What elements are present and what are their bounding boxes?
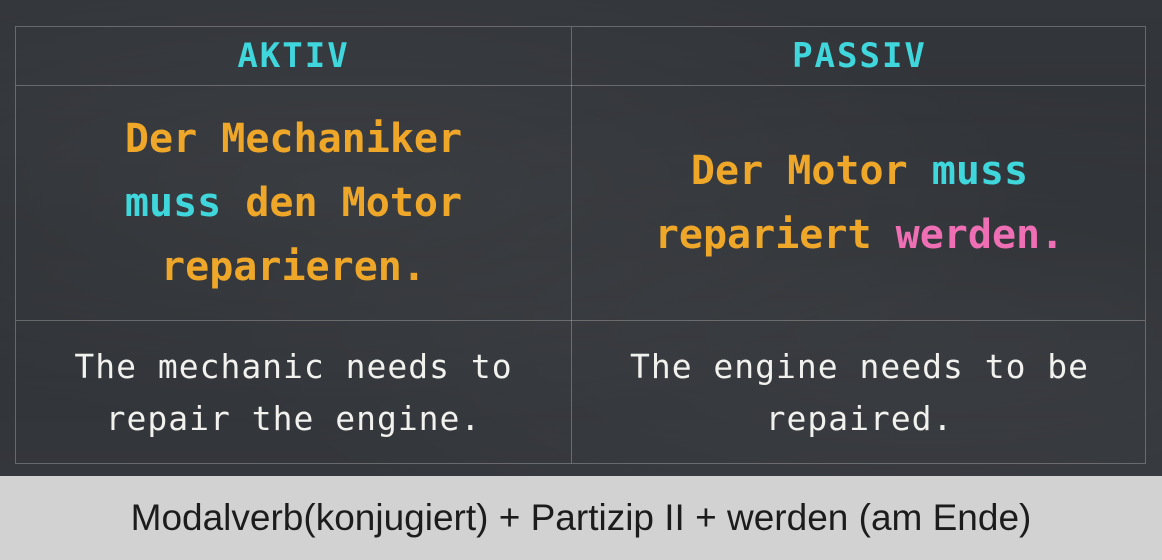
aktiv-german-sentence bbox=[16, 86, 571, 320]
header-aktiv: AKTIV bbox=[237, 36, 350, 76]
header-passiv: PASSIV bbox=[792, 36, 927, 76]
aktiv-line-2-rest: den Motor bbox=[221, 180, 463, 226]
passiv-english-translation bbox=[572, 321, 1147, 465]
passiv-line-1 bbox=[655, 139, 1064, 203]
aktiv-english-line-2: repair the engine. bbox=[105, 399, 482, 438]
formula-caption-bar bbox=[0, 476, 1162, 560]
aktiv-line-3: reparieren. bbox=[161, 244, 426, 290]
passiv-line-2 bbox=[655, 203, 1064, 267]
formula-caption: Modalverb(konjugiert) + Partizip II + werden (am Ende) bbox=[130, 497, 1032, 538]
passiv-line-1-start: Der Motor bbox=[690, 148, 932, 194]
aktiv-english-translation bbox=[16, 321, 571, 465]
passiv-werden: werden. bbox=[895, 212, 1065, 258]
comparison-table bbox=[15, 26, 1146, 464]
aktiv-line-2 bbox=[125, 171, 462, 235]
passiv-english-line-1: The engine needs to be bbox=[629, 347, 1090, 386]
passiv-english-line-2: repaired. bbox=[765, 399, 954, 438]
passiv-line-2-start: repariert bbox=[654, 212, 896, 258]
aktiv-modal-verb: muss bbox=[124, 180, 222, 226]
aktiv-line-1: Der Mechaniker bbox=[124, 116, 463, 162]
passiv-german-sentence bbox=[572, 86, 1147, 320]
passiv-modal-verb: muss bbox=[931, 148, 1029, 194]
aktiv-english-line-1: The mechanic needs to bbox=[74, 347, 513, 386]
